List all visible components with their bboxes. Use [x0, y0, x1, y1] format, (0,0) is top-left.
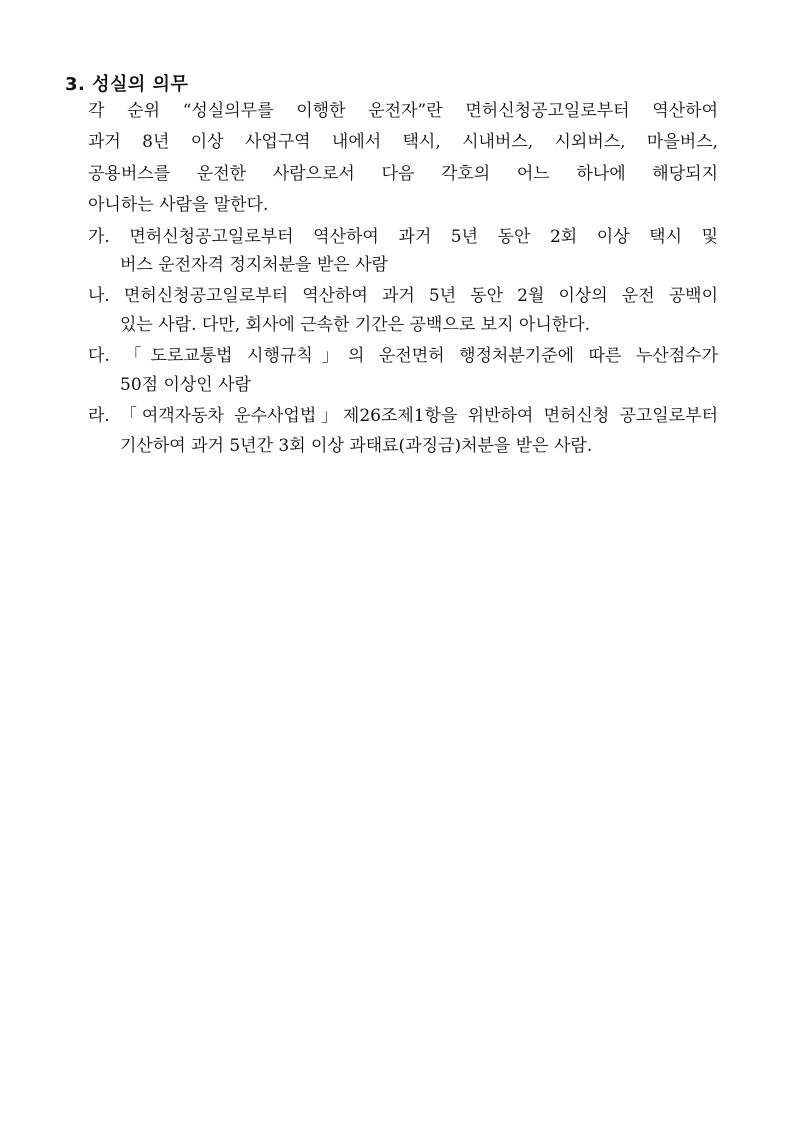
- item-da-line-1: 다. 「도로교통법 시행규칙」의 운전면허 행정처분기준에 따른 누산점수가: [88, 346, 718, 366]
- intro-line-4: 아니하는 사람을 말한다.: [88, 195, 269, 215]
- item-ga-line-2: 버스 운전자격 정지처분을 받은 사람: [120, 255, 388, 275]
- item-ra-line-2: 기산하여 과거 5년간 3회 이상 과태료(과징금)처분을 받은 사람.: [120, 436, 593, 456]
- intro-line-2: 과거 8년 이상 사업구역 내에서 택시, 시내버스, 시외버스, 마을버스,: [88, 132, 718, 152]
- item-da-line-2: 50점 이상인 사람: [120, 375, 251, 395]
- item-na-line-1: 나. 면허신청공고일로부터 역산하여 과거 5년 동안 2월 이상의 운전 공백이: [88, 286, 718, 306]
- intro-line-3: 공용버스를 운전한 사람으로서 다음 각호의 어느 하나에 해당되지: [88, 164, 718, 184]
- intro-line-1: 각 순위 “성실의무를 이행한 운전자”란 면허신청공고일로부터 역산하여: [88, 101, 718, 121]
- item-ga-line-1: 가. 면허신청공고일로부터 역산하여 과거 5년 동안 2회 이상 택시 및: [88, 227, 718, 247]
- item-na-line-2: 있는 사람. 다만, 회사에 근속한 기간은 공백으로 보지 아니한다.: [120, 315, 590, 335]
- item-ra-line-1: 라. 「여객자동차 운수사업법」제26조제1항을 위반하여 면허신청 공고일로부터: [88, 406, 718, 426]
- section-heading: 3. 성실의 의무: [65, 74, 189, 95]
